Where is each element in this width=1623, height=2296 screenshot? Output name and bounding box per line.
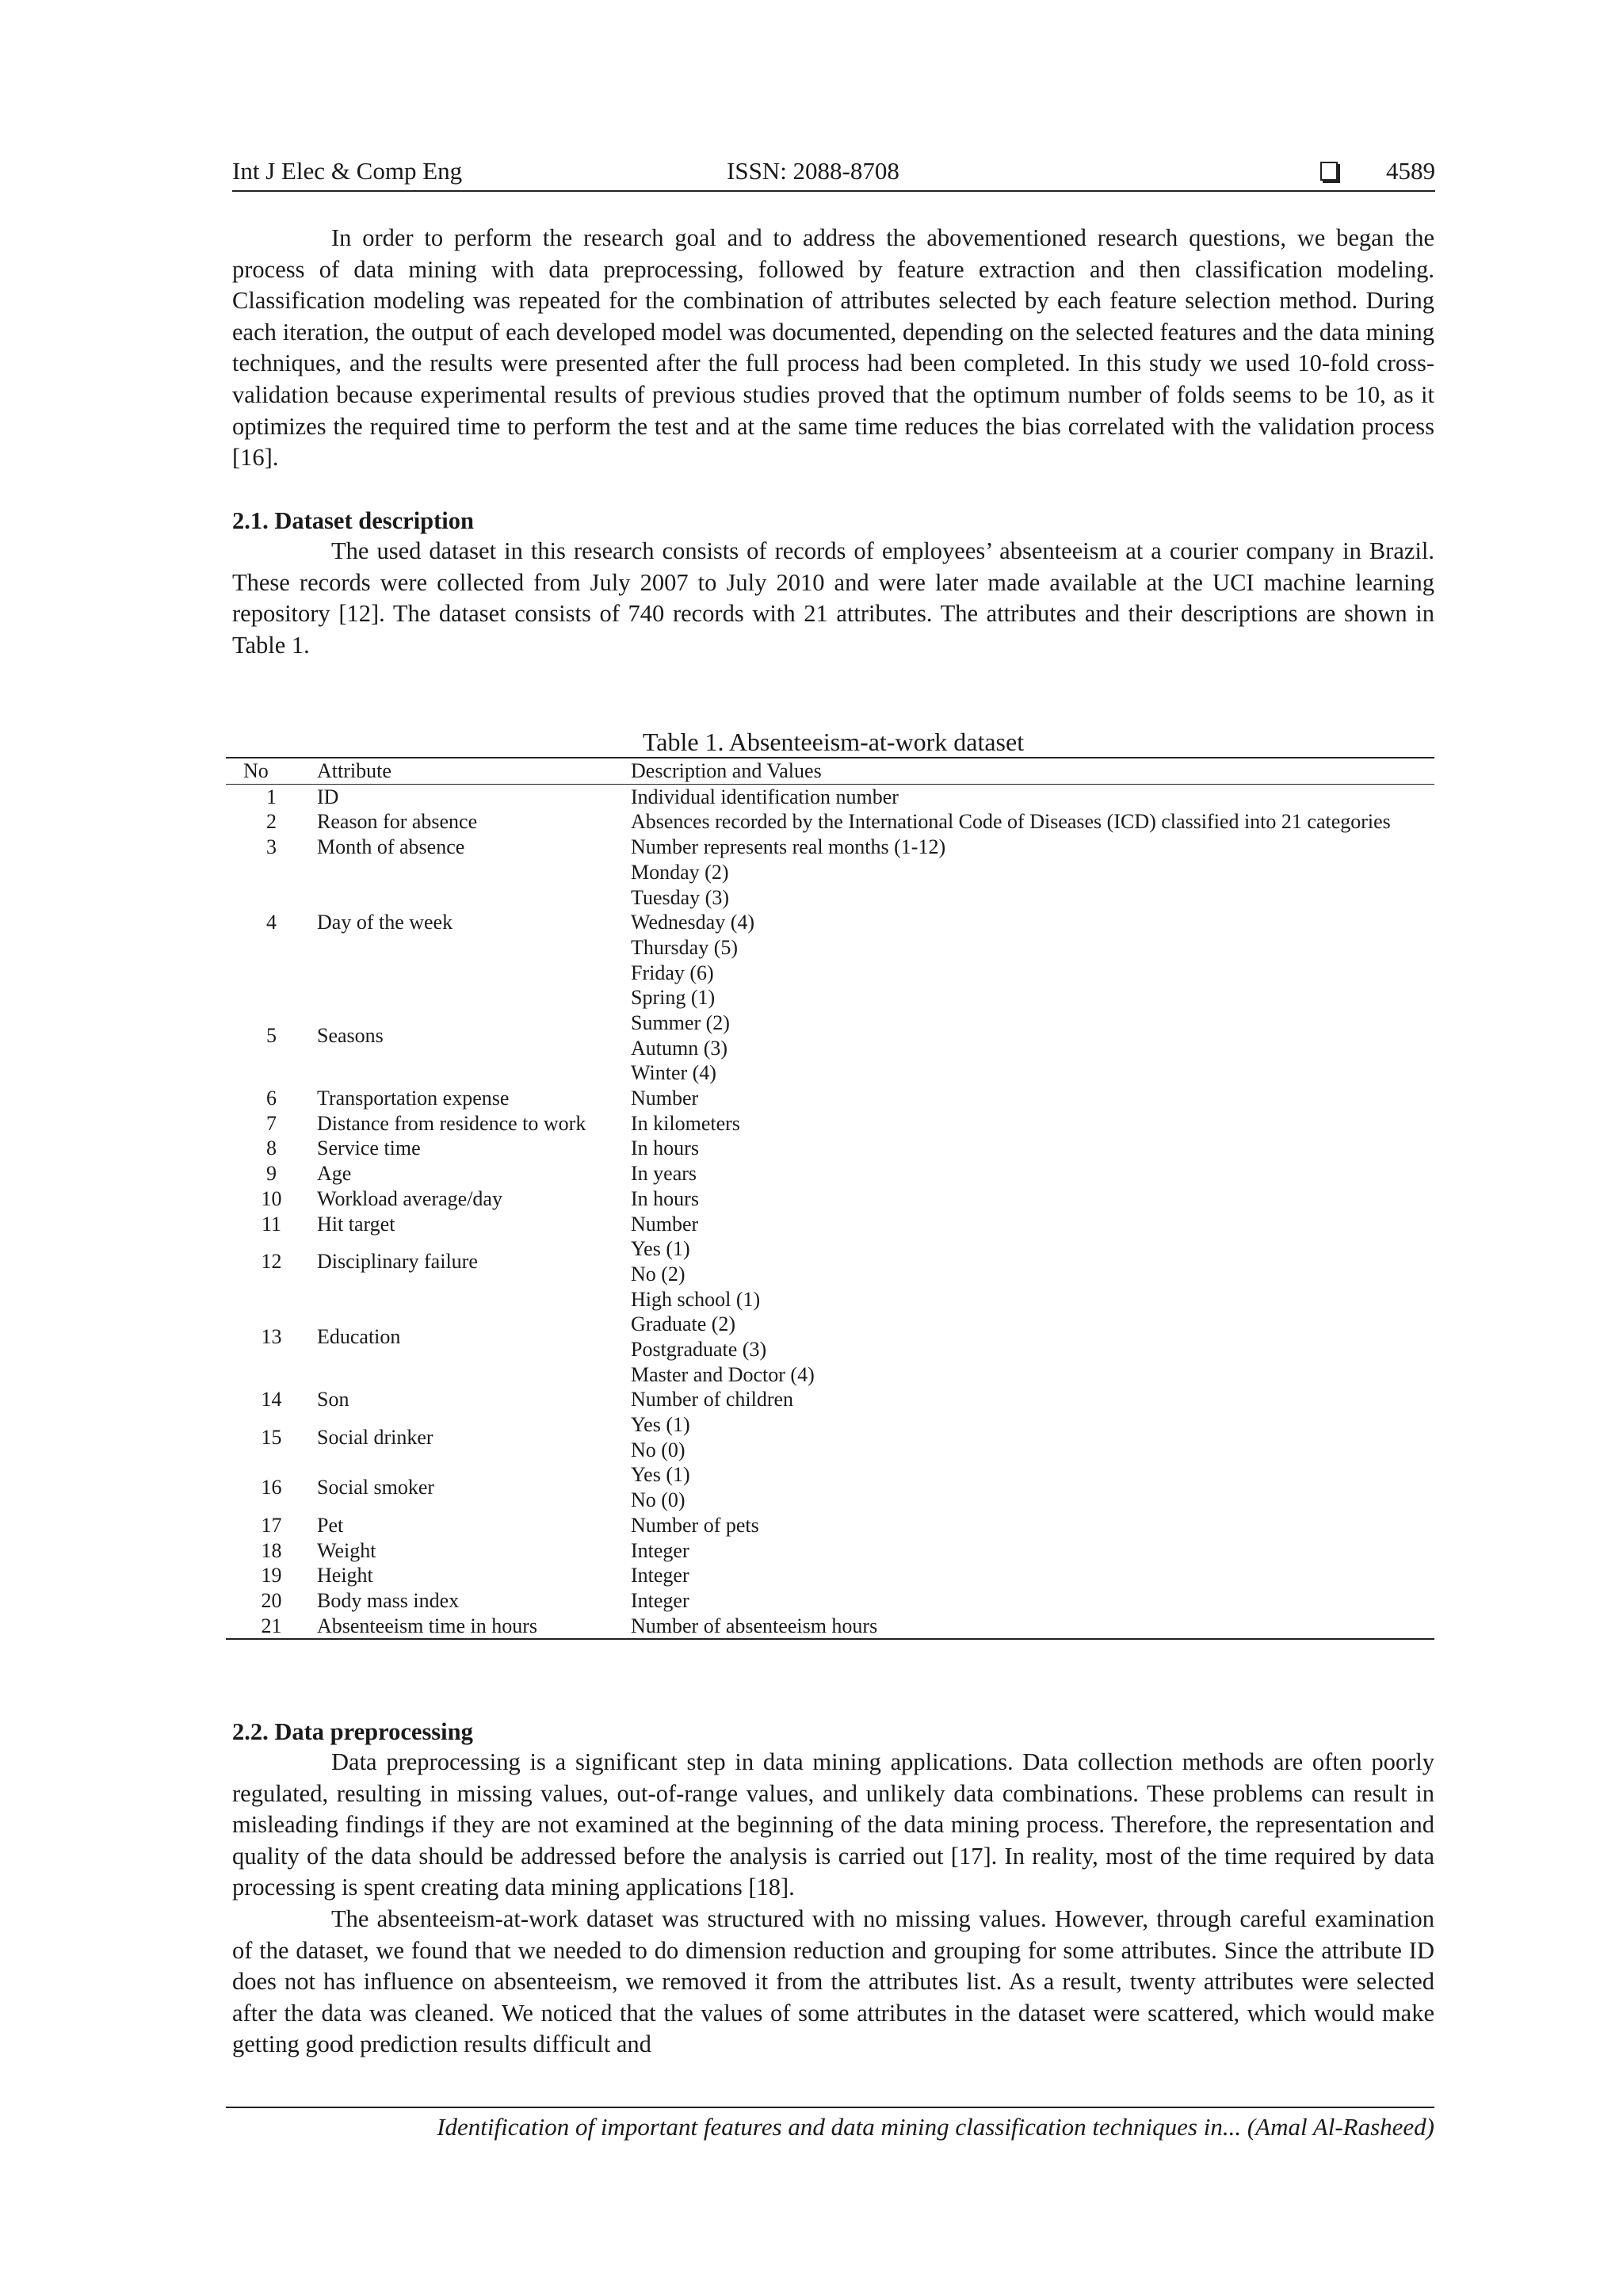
- row-number: 16: [261, 1476, 282, 1499]
- row-description: [631, 1136, 1434, 1161]
- row-attribute: Distance from residence to work: [317, 1111, 586, 1135]
- row-description: [631, 1161, 1434, 1186]
- attributes-table: [226, 757, 1434, 1640]
- row-description-value: Monday (2): [631, 860, 729, 884]
- row-description-value: Summer (2): [631, 1010, 730, 1034]
- row-description-value: Thursday (5): [631, 935, 739, 959]
- row-attribute: Seasons: [317, 1023, 384, 1047]
- row-number: 20: [261, 1588, 282, 1612]
- row-attribute: Age: [317, 1162, 352, 1186]
- row-attribute: Hit target: [317, 1212, 395, 1236]
- row-attribute: Height: [317, 1564, 373, 1587]
- row-description-value: Postgraduate (3): [631, 1337, 767, 1361]
- row-number: 21: [261, 1614, 282, 1637]
- row-description-value: Spring (1): [631, 986, 716, 1010]
- table-row: [226, 1161, 1434, 1186]
- row-number: 5: [266, 1023, 277, 1047]
- table-header-row: [226, 758, 1434, 784]
- row-number: 15: [261, 1425, 282, 1449]
- row-description-value: Number of children: [631, 1388, 794, 1412]
- row-description: [631, 1086, 1434, 1111]
- row-attribute: Day of the week: [317, 911, 453, 934]
- row-attribute: Pet: [317, 1513, 344, 1537]
- row-description-value: Yes (1): [631, 1237, 690, 1261]
- row-description: [631, 1588, 1434, 1614]
- row-description: [631, 1387, 1434, 1412]
- row-description: [631, 809, 1434, 835]
- row-number: 9: [266, 1162, 277, 1186]
- row-description-value: Winter (4): [631, 1061, 716, 1085]
- row-attribute: Body mass index: [317, 1588, 460, 1612]
- table-row: [226, 1538, 1434, 1564]
- row-description: [631, 1614, 1434, 1640]
- table-row: [226, 1086, 1434, 1111]
- dataset-description-block: [232, 536, 1434, 661]
- table-row: [226, 835, 1434, 860]
- row-description-value: Tuesday (3): [631, 885, 729, 909]
- data-preprocessing-paragraph-2: The absenteeism-at-work dataset was structured with no missing values. However, through careful examination of the dataset, we found that we needed to do dimension reduction and grouping for some attributes. Since the attribute ID does not has influence on absenteeism, we removed it from the attributes list. As a result, twenty attributes were selected after the data was cleaned. We noticed that the values of some attributes in the dataset were scattered, which would make getting good prediction results difficult and: [232, 1904, 1434, 2058]
- row-attribute: Service time: [317, 1137, 421, 1160]
- table-row: [226, 1136, 1434, 1161]
- row-description: [631, 1111, 1434, 1137]
- row-description: [631, 1287, 1434, 1388]
- table-row: [226, 1111, 1434, 1137]
- row-description: [631, 1186, 1434, 1212]
- table-row: [226, 1462, 1434, 1512]
- column-header-no: No: [226, 758, 317, 784]
- table-row: [226, 1387, 1434, 1412]
- row-attribute: Reason for absence: [317, 810, 478, 834]
- row-description-value: Number of pets: [631, 1513, 759, 1537]
- row-number: 2: [266, 810, 277, 834]
- row-number: 7: [266, 1111, 277, 1135]
- row-number: 11: [261, 1212, 282, 1236]
- column-header-description: Description and Values: [631, 758, 1434, 784]
- row-description-value: Wednesday (4): [631, 911, 755, 934]
- row-description: [631, 860, 1434, 985]
- row-attribute: Disciplinary failure: [317, 1250, 478, 1274]
- row-attribute: Month of absence: [317, 835, 465, 859]
- table-row: [226, 1412, 1434, 1462]
- data-preprocessing-paragraph-1: Data preprocessing is a significant step in data mining applications. Data collection methods are often poorly regulated, resulting in missing values, out-of-range values, and unlikely data combinations. These problems can result in misleading findings if they are not examined at the beginning of the data mining process. Therefore, the representation and quality of the data should be addressed before the analysis is carried out [17]. In reality, most of the time required by data processing is spent creating data mining applications [18].: [232, 1748, 1434, 1901]
- row-description-value: Autumn (3): [631, 1036, 728, 1060]
- running-footer: Identification of important features and data mining classification techniques in... (Amal Al-Rasheed): [226, 2107, 1434, 2141]
- table-row: [226, 985, 1434, 1086]
- row-description: [631, 1513, 1434, 1538]
- journal-name: Int J Elec & Comp Eng: [232, 157, 463, 185]
- row-description-value: In hours: [631, 1137, 699, 1160]
- table-body: [226, 784, 1434, 1639]
- table-caption: Table 1. Absenteeism-at-work dataset: [642, 728, 1025, 756]
- row-description-value: No (0): [631, 1488, 685, 1512]
- column-header-attribute: Attribute: [317, 758, 631, 784]
- row-description-value: Master and Doctor (4): [631, 1362, 815, 1386]
- data-preprocessing-block: [232, 1747, 1434, 2061]
- row-number: 17: [261, 1513, 282, 1537]
- row-number: 3: [266, 835, 277, 859]
- row-attribute: Son: [317, 1388, 349, 1412]
- table-row: [226, 1614, 1434, 1640]
- box-icon: [1320, 162, 1338, 181]
- row-number: 12: [261, 1250, 282, 1274]
- row-description-value: Yes (1): [631, 1463, 690, 1487]
- intro-paragraph: In order to perform the research goal and to address the abovementioned research questions, we began the process of data mining with data preprocessing, followed by feature extraction and then classification modeling. Classification modeling was repeated for the combination of attributes selected by each feature selection method. During each iteration, the output of each developed model was documented, depending on the selected features and the data mining techniques, and the results were presented after the full process had been completed. In this study we used 10-fold cross-validation because experimental results of previous studies proved that the optimum number of folds seems to be 10, as it optimizes the required time to perform the test and at the same time reduces the bias correlated with the validation process [16].: [232, 224, 1434, 472]
- row-description: [631, 835, 1434, 860]
- row-description-value: Number: [631, 1212, 699, 1236]
- row-description-value: High school (1): [631, 1287, 761, 1311]
- row-number: 4: [266, 911, 277, 934]
- row-description-value: In hours: [631, 1186, 699, 1210]
- intro-paragraph-block: [232, 223, 1434, 474]
- page-number: 4589: [1386, 157, 1435, 185]
- row-description-value: Yes (1): [631, 1413, 690, 1437]
- row-description: [631, 1212, 1434, 1237]
- table-row: [226, 1287, 1434, 1388]
- table-row: [226, 809, 1434, 835]
- table-row: [226, 1236, 1434, 1286]
- row-description: [631, 1538, 1434, 1564]
- table-row: [226, 1186, 1434, 1212]
- row-number: 14: [261, 1388, 282, 1412]
- table-row: [226, 860, 1434, 985]
- row-number: 1: [266, 785, 277, 808]
- section-heading-data-preprocessing: 2.2. Data preprocessing: [232, 1718, 473, 1745]
- row-description-value: Integer: [631, 1538, 689, 1562]
- running-header: [232, 155, 1435, 192]
- row-description-value: No (0): [631, 1438, 685, 1461]
- row-description-value: Integer: [631, 1588, 689, 1612]
- section-heading-dataset-description: 2.1. Dataset description: [232, 507, 474, 534]
- row-number: 19: [261, 1564, 282, 1587]
- row-description-value: Number represents real months (1-12): [631, 835, 946, 859]
- row-description-value: In kilometers: [631, 1111, 740, 1135]
- row-number: 8: [266, 1137, 277, 1160]
- row-attribute: ID: [317, 785, 339, 808]
- row-attribute: Workload average/day: [317, 1186, 502, 1210]
- row-attribute: Education: [317, 1325, 401, 1349]
- row-description-value: In years: [631, 1162, 697, 1186]
- row-description-value: No (2): [631, 1262, 685, 1286]
- row-number: 10: [261, 1186, 282, 1210]
- row-description: [631, 1462, 1434, 1512]
- table-row: [226, 784, 1434, 809]
- table-row: [226, 1212, 1434, 1237]
- row-description-value: Individual identification number: [631, 785, 899, 808]
- row-number: 13: [261, 1325, 282, 1349]
- row-description-value: Number: [631, 1087, 699, 1110]
- row-description-value: Absences recorded by the International Code of Diseases (ICD) classified into 21 categories: [631, 810, 1391, 834]
- table-row: [226, 1588, 1434, 1614]
- row-description-value: Friday (6): [631, 961, 714, 984]
- row-description: [631, 1563, 1434, 1588]
- row-description-value: Graduate (2): [631, 1312, 736, 1336]
- row-attribute: Weight: [317, 1538, 376, 1562]
- table-row: [226, 1513, 1434, 1538]
- row-description-value: Integer: [631, 1564, 689, 1587]
- issn-label: ISSN: 2088-8708: [727, 157, 899, 185]
- row-attribute: Social drinker: [317, 1425, 433, 1449]
- row-description: [631, 1236, 1434, 1286]
- row-attribute: Transportation expense: [317, 1087, 510, 1110]
- row-number: 6: [266, 1087, 277, 1110]
- row-attribute: Absenteeism time in hours: [317, 1614, 538, 1637]
- row-attribute: Social smoker: [317, 1476, 435, 1499]
- row-description-value: Number of absenteeism hours: [631, 1614, 878, 1637]
- table-row: [226, 1563, 1434, 1588]
- dataset-description-paragraph: The used dataset in this research consists of records of employees’ absenteeism at a courier company in Brazil. These records were collected from July 2007 to July 2010 and were later made available at the UCI machine learning repository [12]. The dataset consists of 740 records with 21 attributes. The attributes and their descriptions are shown in Table 1.: [232, 537, 1434, 659]
- row-number: 18: [261, 1538, 282, 1562]
- row-description: [631, 985, 1434, 1086]
- row-description: [631, 784, 1434, 809]
- row-description: [631, 1412, 1434, 1462]
